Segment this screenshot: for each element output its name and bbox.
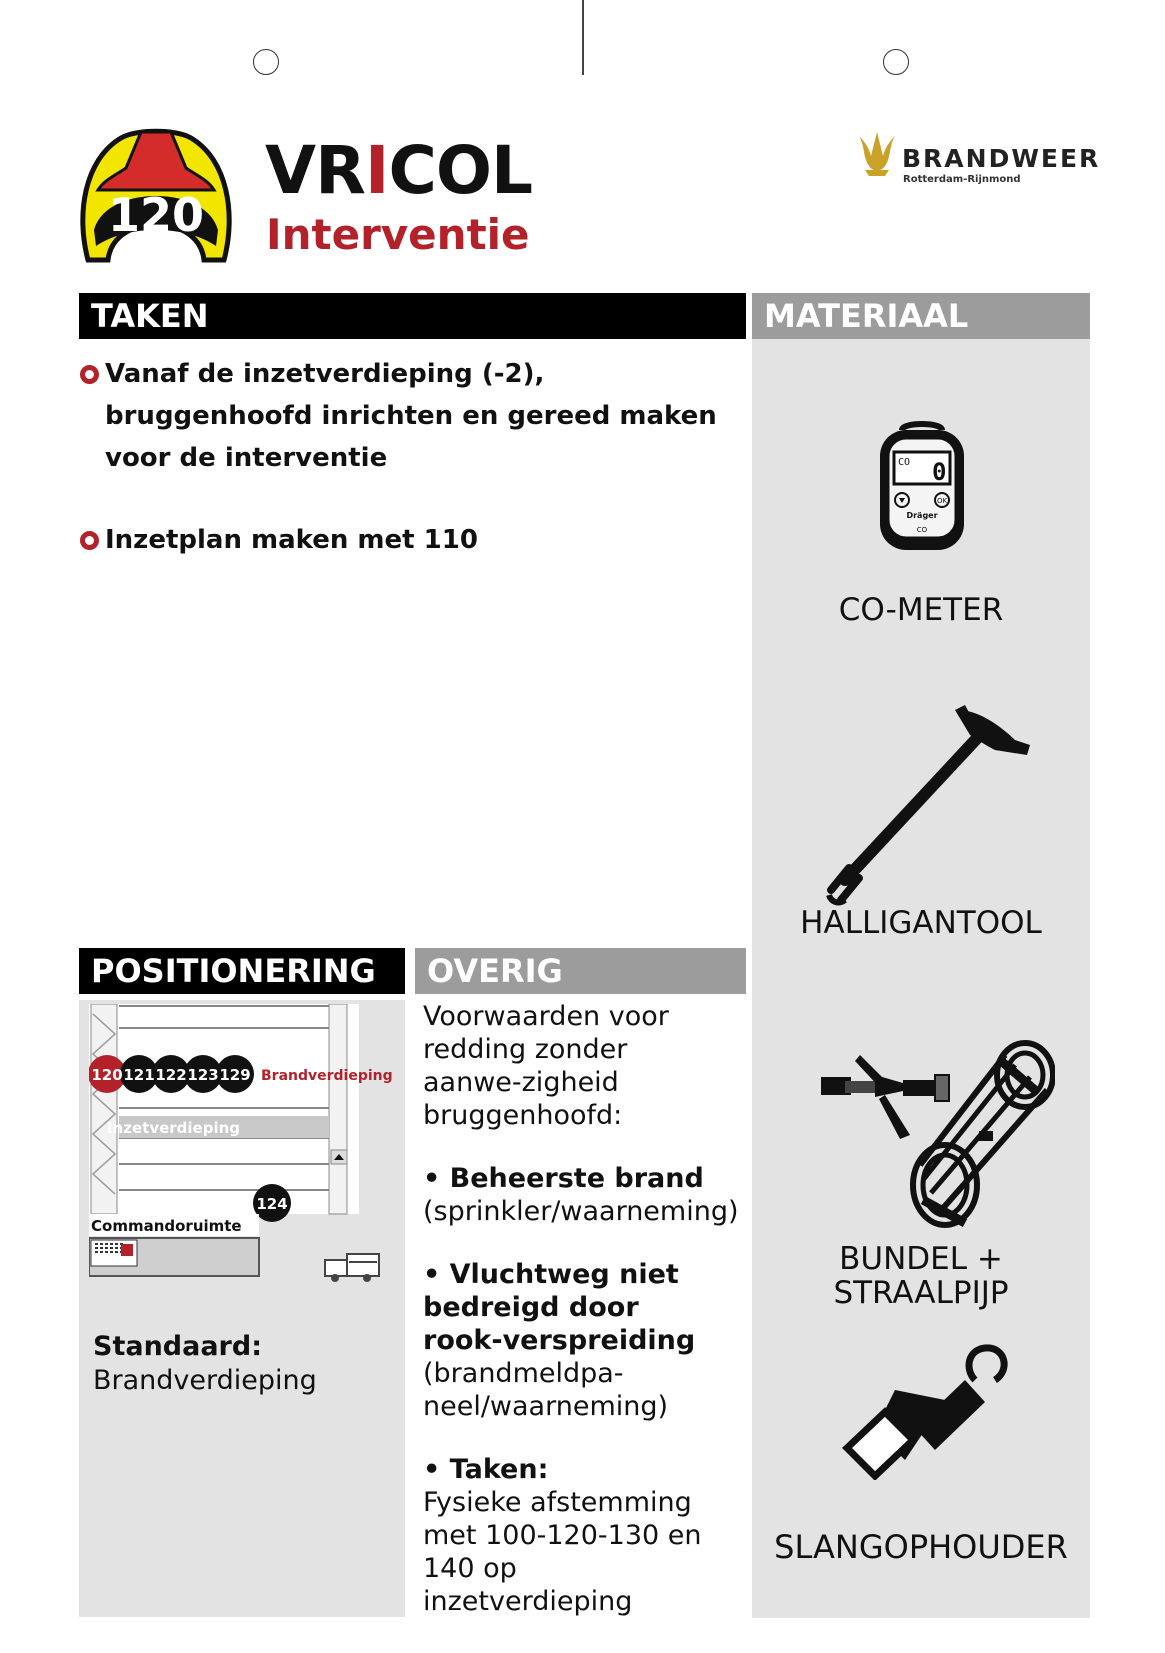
overig-block-text: Fysieke afstemming met 100-120-130 en 140 op inzetverdieping <box>423 1487 702 1617</box>
helmet-icon <box>76 120 236 270</box>
overig-block <box>423 1453 753 1618</box>
overig-block <box>423 1162 753 1228</box>
task-text: Inzetplan maken met 110 <box>105 525 478 555</box>
fold-line <box>582 0 584 75</box>
halligan-tool-icon <box>815 700 1035 910</box>
unit-124: 124 <box>256 1195 288 1213</box>
task-item <box>80 519 740 561</box>
taken-heading: TAKEN <box>79 293 746 339</box>
materiaal-heading: MATERIAAL <box>752 293 1090 339</box>
slangophouder-label: SLANGOPHOUDER <box>774 1528 1068 1566</box>
title-red-letter: I <box>364 132 389 209</box>
co-meter-reading: 0 <box>932 458 947 486</box>
standaard-info <box>93 1330 317 1398</box>
overig-block-title: • Taken: <box>423 1454 549 1485</box>
hose-bundle-icon <box>815 1035 1055 1235</box>
bundel-label-line-1: BUNDEL + <box>839 1241 1003 1277</box>
overig-block-title: • Vluchtweg niet bedreigd door rook-verspreiding <box>423 1259 696 1356</box>
standaard-value: Brandverdieping <box>93 1365 317 1396</box>
logo-region: Rotterdam-Rijnmond <box>903 174 1021 185</box>
co-meter-icon <box>872 420 972 560</box>
unit-121: 121 <box>123 1066 155 1084</box>
co-meter-brand: Dräger <box>906 511 938 520</box>
building-floorplan <box>89 1004 404 1304</box>
page-subtitle: Interventie <box>266 210 530 259</box>
unit-129: 129 <box>219 1066 251 1084</box>
logo-name: BRANDWEER <box>902 144 1101 173</box>
unit-120: 120 <box>91 1066 123 1084</box>
taken-list <box>80 353 740 601</box>
unit-123: 123 <box>187 1066 219 1084</box>
co-meter-gas-label: CO <box>898 457 911 468</box>
halligantool-label: HALLIGANTOOL <box>800 905 1042 941</box>
task-text: Vanaf de inzetverdieping (-2), bruggenhoofd inrichten en gereed maken voor de interventie <box>105 359 717 473</box>
inzet-label: Inzetverdieping <box>107 1119 241 1137</box>
commandoruimte-label: Commandoruimte <box>91 1217 242 1235</box>
co-meter-label: CO-METER <box>838 592 1004 628</box>
overig-block-text: (brandmeldpa-neel/waarneming) <box>423 1358 669 1422</box>
task-item <box>80 353 740 479</box>
page-title <box>265 132 533 209</box>
fire-truck-icon <box>325 1254 379 1282</box>
helmet-number: 120 <box>107 188 205 242</box>
bundel-label <box>752 1242 1090 1310</box>
bullet-ring-icon <box>80 365 99 384</box>
overig-block-text: (sprinkler/waarneming) <box>423 1196 739 1227</box>
overig-block-title: • Beheerste brand <box>423 1163 704 1194</box>
overig-intro: Voorwaarden voor redding zonder aanwe-zigheid bruggenhoofd: <box>423 1001 669 1131</box>
positionering-heading: POSITIONERING <box>79 948 405 994</box>
bundel-label-line-2: STRAALPIJP <box>833 1275 1009 1311</box>
punch-hole-right <box>883 49 909 75</box>
standaard-label: Standaard: <box>93 1331 263 1362</box>
punch-hole-left <box>253 49 279 75</box>
brandverdieping-label: Brandverdieping <box>261 1068 393 1084</box>
flame-emblem-icon <box>855 128 899 178</box>
hose-holder-icon <box>835 1340 1015 1480</box>
overig-block <box>423 1258 753 1423</box>
bullet-ring-icon <box>80 531 99 550</box>
title-part-1: VR <box>265 132 365 209</box>
co-meter-ok-button: OK <box>936 497 948 505</box>
overig-heading: OVERIG <box>415 948 746 994</box>
unit-122: 122 <box>155 1066 187 1084</box>
overig-content <box>423 1000 753 1648</box>
title-part-2: COL <box>388 132 533 209</box>
brandweer-logo <box>855 128 1101 188</box>
co-meter-footer: CO <box>916 526 928 534</box>
unit-markers <box>89 1055 254 1093</box>
